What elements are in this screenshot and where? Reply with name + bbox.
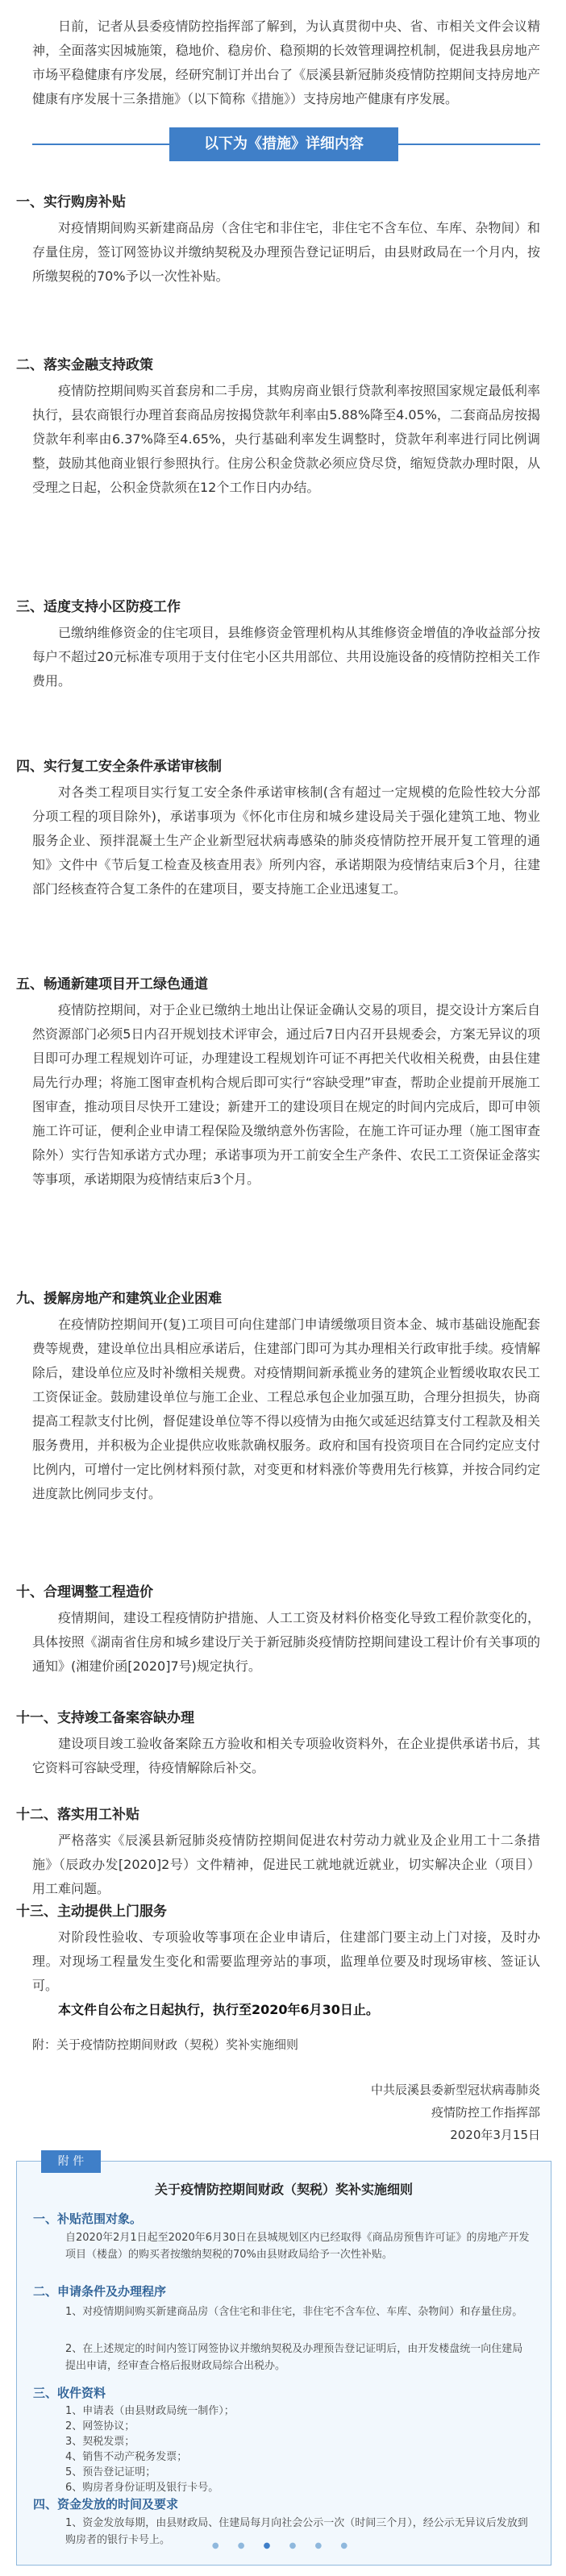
annex-text: 1、资金发放每期，由县财政局、住建局每月向社会公示一次（时间三个月），经公示无异议后发放到购房者的银行卡号上。 (65, 2517, 528, 2546)
section-banner: 以下为《措施》详细内容 (169, 127, 398, 161)
signature-date: 2020年3月15日 (450, 2128, 540, 2142)
annex-text: 2、在上述规定的时间内签订网签协议并缴纳契税及办理预告登记证明后，由开发楼盘统一向住建局提出申请，经审查合格后报财政局综合出税办。 (65, 2343, 523, 2372)
signature-org1: 中共辰溪县委新型冠状病毒肺炎 (370, 2083, 540, 2097)
section-text: 在疫情防控期间开(复)工项目可向住建部门申请缓缴项目资本金、城市基础设施配套费等规费，建设单位出具相应承诺后，住建部门即可为其办理相关行政审批手续。疫情解除后，建设单位应及时补缴相关规费。对疫情期间新承揽业务的建筑企业暂缓收取农民工工资保证金。鼓励建设单位与施工企业、工程总承包企业加强互助，合理分担损失，协商提高工程款支付比例，督促建设单位等不得以疫情为由拖欠或延迟结算支付工程款及相关服务费用，并积极为企业提供应收账款确权服务。政府和国有投资项目在合同约定应支付比例内，可增付一定比例材料预付款，对变更和材料涨价等费用先行核算，并按合同约定进度款比例同步支付。 (32, 1317, 540, 1501)
signature-org2: 疫情防控工作指挥部 (431, 2105, 540, 2120)
annex-heading: 一、补贴范围对象。 (33, 2212, 143, 2226)
section-heading: 九、援解房地产和建筑业企业困难 (16, 1291, 222, 1307)
annex-heading: 四、资金发放的时间及要求 (33, 2497, 179, 2511)
section-heading: 十二、落实用工补贴 (16, 1807, 139, 1823)
section-heading: 五、畅通新建项目开工绿色通道 (16, 976, 208, 993)
section-text: 严格落实《辰溪县新冠肺炎疫情防控期间促进农村劳动力就业及企业用工十二条措施》（辰政办发[2020]2号）文件精神，促进民工就地就近就业，切实解决企业（项目）用工难问题。 (32, 1833, 540, 1896)
section-text: 对各类工程项目实行复工安全条件承诺审核制(含有超过一定规模的危险性较大分部分项工程的项目除外)，承诺事项为《怀化市住房和城乡建设局关于强化建筑工地、物业服务企业、预拌混凝土生产企业新型冠状病毒感染的肺炎疫情防控开展开复工管理的通知》文件中《节后复工检查及核查用表》所列内容，承诺期限为疫情结束后3个月，往建部门经核查符合复工条件的在建项目，要支持施工企业迅速复工。 (32, 784, 540, 897)
section-heading: 四、实行复工安全条件承诺审核制 (16, 759, 222, 775)
section-text: 疫情期间，建设工程疫情防护措施、人工工资及材料价格变化导致工程价款变化的，具体按照《湖南省住房和城乡建设厅关于新冠肺炎疫情防控期间建设工程计价有关事项的通知》(湘建价函[2020]7号)规定执行。 (32, 1610, 540, 1674)
section-heading: 一、实行购房补贴 (16, 194, 126, 210)
section-heading: 三、适度支持小区防疫工作 (16, 599, 181, 615)
list-item: 3、契税发票； (65, 2436, 135, 2448)
annex-heading: 三、收件资料 (33, 2386, 106, 2400)
section-heading: 十三、主动提供上门服务 (16, 1904, 167, 1920)
section-text: 对阶段性验收、专项验收等事项在企业申请后，住建部门要主动上门对接，及时办理。对现场工程量发生变化和需要监理旁站的事项，监理单位要及时现场审核、签证认可。 (32, 1929, 540, 1993)
list-item: 4、销售不动产税务发票； (65, 2451, 188, 2463)
section-heading: 二、落实金融支持政策 (16, 357, 153, 373)
list-item: 2、网签协议； (65, 2420, 135, 2432)
list-item: 5、预告登记证明； (65, 2466, 156, 2478)
section-text: 对疫情期间购买新建商品房（含住宅和非住宅，非住宅不含车位、车库、杂物间）和存量住房，签订网签协议并缴纳契税及办理预告登记证明后，由县财政局在一个月内，按所缴契税的70%予以一次性补贴。 (32, 220, 540, 284)
effective-date-statement: 本文件自公布之日起执行，执行至2020年6月30日止。 (58, 2002, 379, 2017)
attachment-note: 附：关于疫情防控期间财政（契税）奖补实施细则 (32, 2037, 299, 2052)
list-item: 1、申请表（由县财政局统一制作）； (65, 2405, 235, 2417)
annex-tab: 附 件 (41, 2150, 101, 2173)
section-heading: 十一、支持竣工备案容缺办理 (16, 1710, 194, 1726)
section-text: 已缴纳维修资金的住宅项目，县维修资金管理机构从其维修资金增值的净收益部分按每户不超过20元标准专项用于支付住宅小区共用部位、共用设施设备的疫情防控相关工作费用。 (32, 625, 540, 689)
annex-text: 1、对疫情期间购买新建商品房（含住宅和非住宅，非住宅不含车位、车库、杂物间）和存量住房。 (65, 2306, 523, 2318)
annex-doc-list (65, 2403, 533, 2495)
carousel-dots[interactable]: ● ● ● ● ● ● (211, 2541, 356, 2550)
annex-title: 关于疫情防控期间财政（契税）奖补实施细则 (154, 2182, 413, 2197)
annex-text: 自2020年2月1日起至2020年6月30日在县城规划区内已经取得《商品房预售许可证》的房地产开发项目（楼盘）的购买者按缴纳契税的70%由县财政局给予一次性补贴。 (65, 2232, 530, 2261)
section-heading: 十、合理调整工程造价 (16, 1584, 153, 1600)
intro-paragraph: 日前，记者从县委疫情防控指挥部了解到，为认真贯彻中央、省、市相关文件会议精神，全面落实因城施策，稳地价、稳房价、稳预期的长效管理调控机制，促进我县房地产市场平稳健康有序发展，经研究制订并出台了《辰溪县新冠肺炎疫情防控期间支持房地产健康有序发展十三条措施》（以下简称《措施》）支持房地产健康有序发展。 (32, 19, 540, 106)
section-text: 疫情防控期间购买首套房和二手房，其购房商业银行贷款利率按照国家规定最低利率执行，县农商银行办理首套商品房按揭贷款年利率由5.88%降至4.05%，二套商品房按揭贷款年利率由6.37%降至4.65%，央行基础利率发生调整时，贷款年利率进行同比例调整，鼓励其他商业银行参照执行。住房公积金贷款必须应贷尽贷，缩短贷款办理时限，从受理之日起，公积金贷款须在12个工作日内办结。 (32, 383, 540, 495)
section-text: 疫情防控期间，对于企业已缴纳土地出让保证金确认交易的项目，提交设计方案后自然资源部门必须5日内召开规划技术评审会，通过后7日内召开县规委会，方案无异议的项目即可办理工程规划许可证，办理建设工程规划许可证不再把关代收相关税费，由县住建局先行办理；将施工图审查机构合规后即可实行“容缺受理”审查，帮助企业提前开展施工图审查，推动项目尽快开工建设；新建开工的建设项目在规定的时间内完成后，即可申领施工许可证，便利企业申请工程保险及缴纳意外伤害险，在施工许可证办理（施工图审查除外）实行告知承诺方式办理；承诺事项为开工前安全生产条件、农民工工资保证金落实等事项，承诺期限为疫情结束后3个月。 (32, 1002, 540, 1187)
list-item: 6、购房者身份证明及银行卡号。 (65, 2482, 219, 2494)
signature-block (274, 2079, 540, 2146)
annex-card (16, 2155, 551, 2566)
section-text: 建设项目竣工验收备案除五方验收和相关专项验收资料外，在企业提供承诺书后，其它资料可容缺受理，待疫情解除后补交。 (32, 1736, 540, 1775)
annex-heading: 二、申请条件及办理程序 (33, 2284, 167, 2299)
